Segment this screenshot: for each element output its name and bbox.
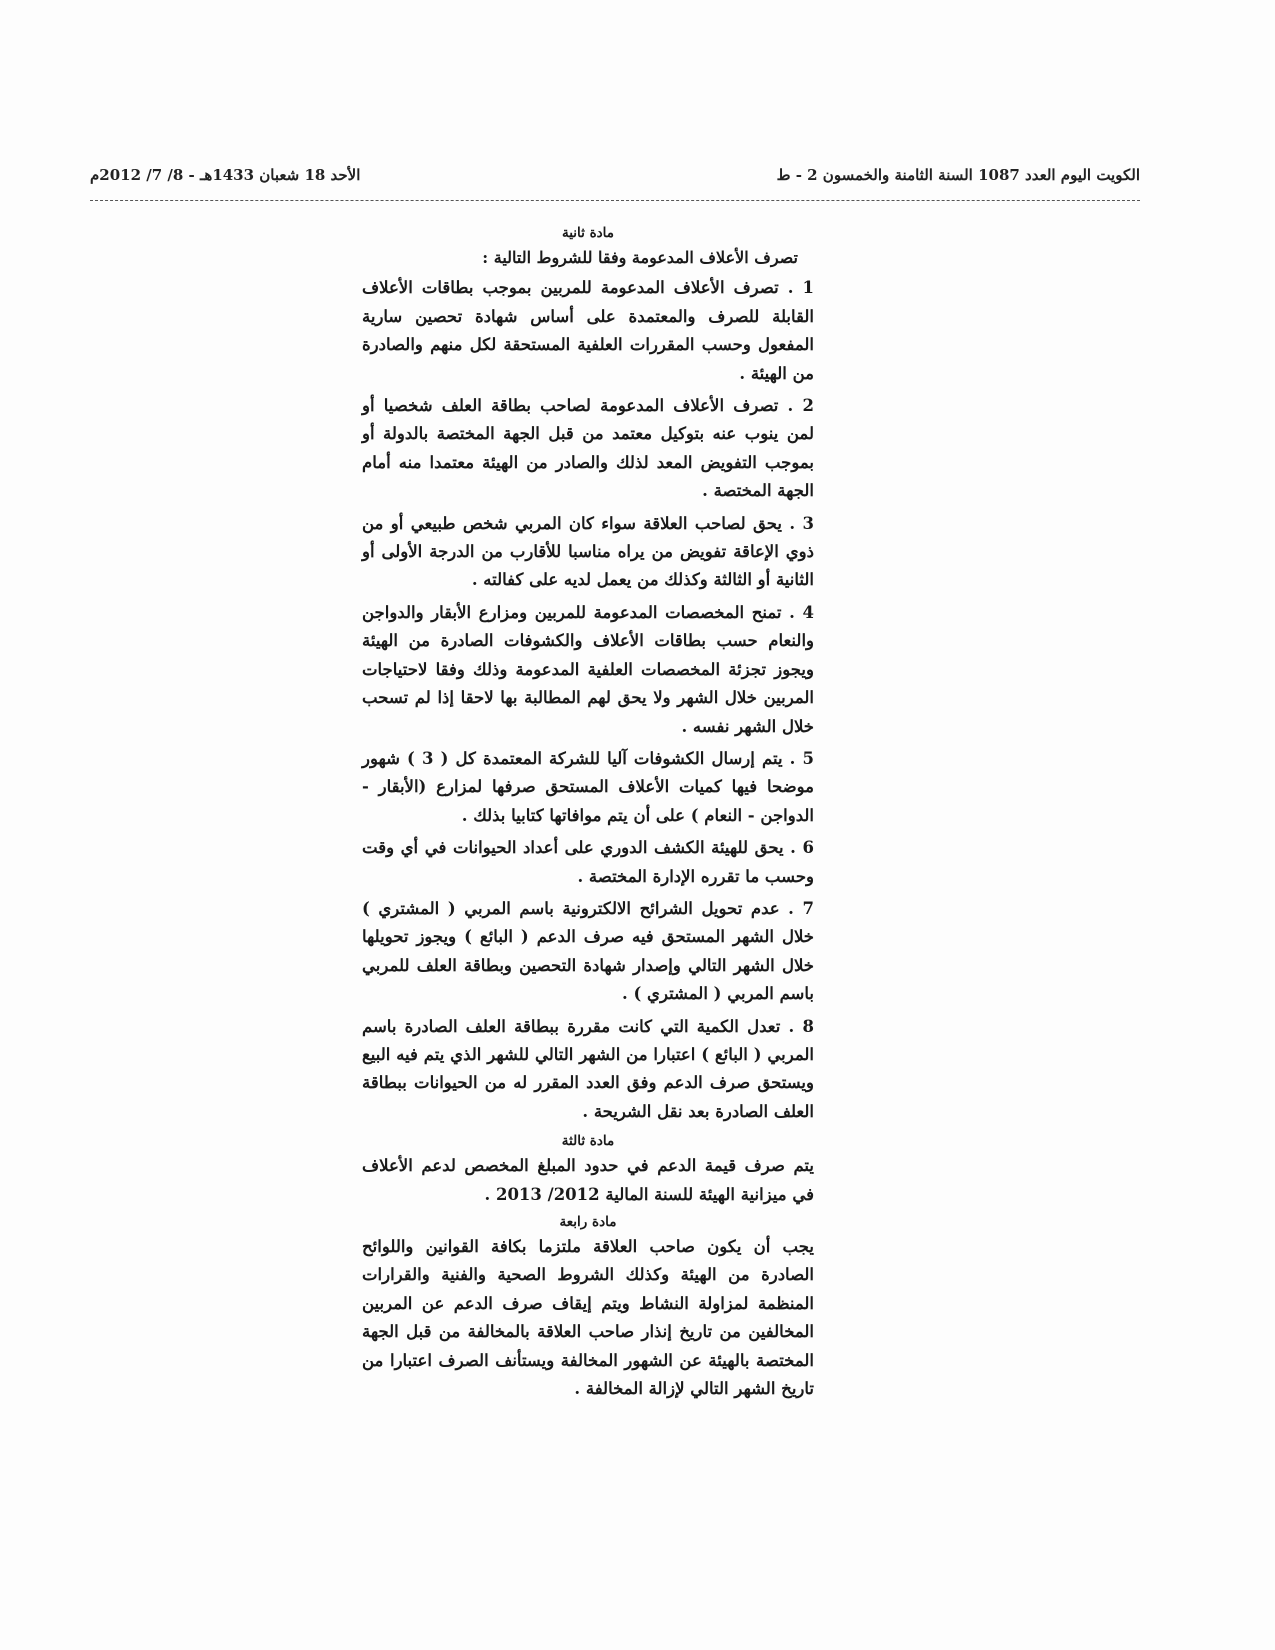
article-2-intro: تصرف الأعلاف المدعومة وفقا للشروط التالية : [482,248,798,267]
page-header [90,160,1140,196]
article-2-item-4: 4 . تمنح المخصصات المدعومة للمربين ومزارع الأبقار والدواجن والنعام حسب بطاقات الأعلاف والكشوفات الصادرة من الهيئة ويجوز تجزئة المخصصات العلفية المدعومة وذلك وفقا لاحتياجات المربين خلال الشهر ولا يحق لهم المطالبة بها لاحقا إذا لم تسحب خلال الشهر نفسه . [362,602,814,736]
header-divider [90,200,1140,201]
article-4-text: يجب أن يكون صاحب العلاقة ملتزما بكافة القوانين واللوائح الصادرة من الهيئة وكذلك الشروط الصحية والفنية والقرارات المنظمة لمزاولة النشاط ويتم إيقاف صرف الدعم عن المربين المخالفين من تاريخ إنذار صاحب العلاقة بالمخالفة من قبل الجهة المختصة بالهيئة عن الشهور المخالفة ويستأنف الصرف اعتبارا من تاريخ الشهر التالي لإزالة المخالفة . [362,1237,814,1399]
article-2-item-7: 7 . عدم تحويل الشرائح الالكترونية باسم المربي ( المشتري ) خلال الشهر المستحق فيه صرف الدعم ( البائع ) ويجوز تحويلها خلال الشهر التالي وإصدار شهادة التحصين وبطاقة العلف للمربي باسم المربي ( المشتري ) . [362,898,814,1004]
article-2-item-2: 2 . تصرف الأعلاف المدعومة لصاحب بطاقة العلف شخصيا أو لمن ينوب عنه بتوكيل معتمد من قبل الجهة المختصة بالدولة أو بموجب التفويض المعد لذلك والصادر من الهيئة معتمدا منه أمام الجهة المختصة . [362,396,814,501]
header-publication-info: الكويت اليوم العدد 1087 السنة الثامنة والخمسون 2 - ط [776,166,1140,184]
article-2-item-5: 5 . يتم إرسال الكشوفات آليا للشركة المعتمدة كل ( 3 ) شهور موضحا فيها كميات الأعلاف المستحق صرفها لمزارع (الأبقار - الدواجن - النعام ) على أن يتم موافاتها كتابيا بذلك . [362,748,815,825]
article-3-text: يتم صرف قيمة الدعم في حدود المبلغ المخصص لدعم الأعلاف في ميزانية الهيئة للسنة المالية 2012/ 2013 . [362,1156,814,1204]
article-2-item-3: 3 . يحق لصاحب العلاقة سواء كان المربي شخص طبيعي أو من ذوي الإعاقة تفويض من يراه مناسبا للأقارب من الدرجة الأولى أو الثانية أو الثالثة وكذلك من يعمل لديه على كفالته . [362,513,814,590]
article-2-item-1: 1 . تصرف الأعلاف المدعومة للمربين بموجب بطاقات الأعلاف القابلة للصرف والمعتمدة على أساس شهادة تحصين سارية المفعول وحسب المقررات العلفية المستحقة لكل منهم والصادرة من الهيئة . [362,278,814,383]
article-2-title: مادة ثانية [561,225,615,241]
article-2-item-8: 8 . تعدل الكمية التي كانت مقررة ببطاقة العلف الصادرة باسم المربي ( البائع ) اعتبارا من الشهر التالي للشهر الذي يتم فيه البيع ويستحق صرف الدعم وفق العدد المقرر له من الحيوانات ببطاقة العلف الصادرة بعد نقل الشريحة . [362,1016,814,1121]
header-date: الأحد 18 شعبان 1433هـ - 8/ 7/ 2012م [90,166,361,184]
article-4-title: مادة رابعة [559,1214,617,1230]
article-3-title: مادة ثالثة [561,1133,615,1150]
article-2-item-6: 6 . يحق للهيئة الكشف الدوري على أعداد الحيوانات في أي وقت وحسب ما تقرره الإدارة المختصة . [362,838,814,886]
decree-text-column [362,222,814,1405]
